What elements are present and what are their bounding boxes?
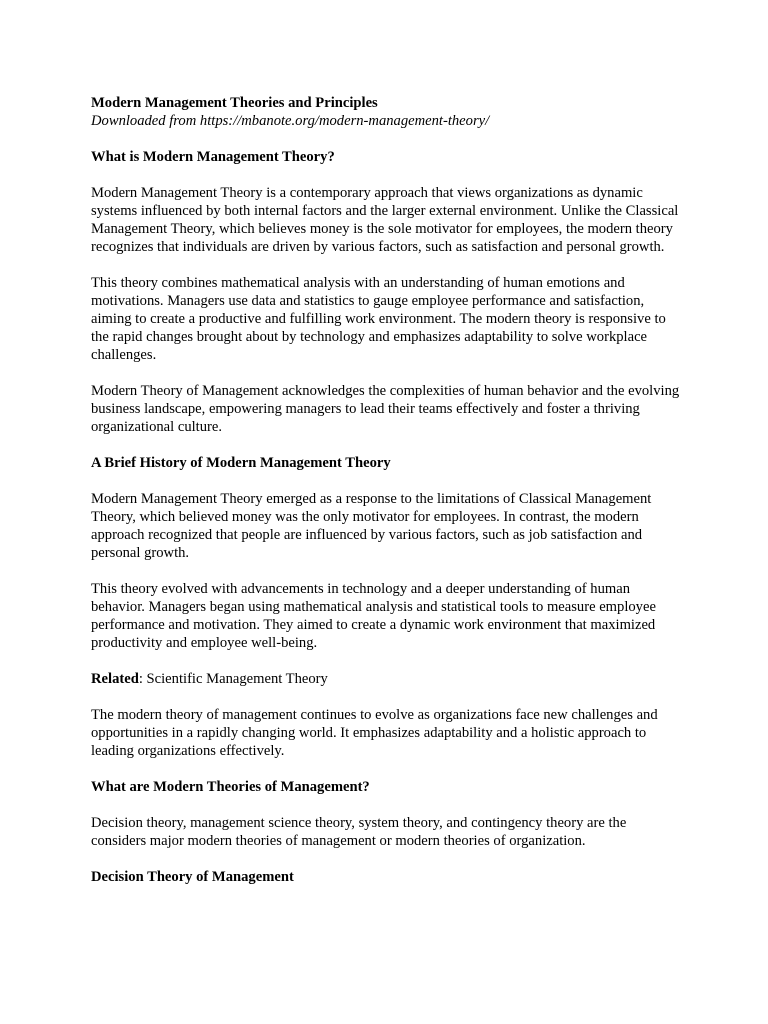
document-page [91,94,683,886]
paragraph: Modern Management Theory emerged as a response to the limitations of Classical Management Theory, which believed money was the only motivator for employees. In contrast, the modern approach recognized that people are influenced by various factors, such as job satisfaction and personal growth. [91,491,652,561]
related-line [91,670,683,688]
section-heading: What are Modern Theories of Management? [91,779,370,795]
paragraph: Decision theory, management science theory, system theory, and contingency theory are the considers major modern theories of management or modern theories of organization. [91,815,627,849]
related-label: Related [91,671,139,687]
paragraph: Modern Management Theory is a contemporary approach that views organizations as dynamic systems influenced by both internal factors and the larger external environment. Unlike the Classical Management Theory, which believes money is the sole motivator for employees, the modern theory recognizes that individuals are driven by various factors, such as satisfaction and personal growth. [91,185,679,255]
section-heading: What is Modern Management Theory? [91,149,335,165]
paragraph: This theory combines mathematical analysis with an understanding of human emotions and motivations. Managers use data and statistics to gauge employee performance and satisfaction, aiming to create a productive and fulfilling work environment. The modern theory is responsive to the rapid changes brought about by technology and emphasizes adaptability to solve workplace challenges. [91,275,666,363]
related-separator: : [138,671,143,687]
related-link-text: Scientific Management Theory [142,671,328,687]
document-title: Modern Management Theories and Principles [91,95,378,111]
source-line: Downloaded from https://mbanote.org/modern-management-theory/ [91,113,490,129]
paragraph: The modern theory of management continues to evolve as organizations face new challenges and opportunities in a rapidly changing world. It emphasizes adaptability and a holistic approach to leading organizations effectively. [91,707,658,759]
section-heading: A Brief History of Modern Management Theory [91,455,391,471]
section-heading: Decision Theory of Management [91,869,294,885]
paragraph: Modern Theory of Management acknowledges the complexities of human behavior and the evolving business landscape, empowering managers to lead their teams effectively and foster a thriving organizational culture. [91,383,680,435]
paragraph: This theory evolved with advancements in technology and a deeper understanding of human behavior. Managers began using mathematical analysis and statistical tools to measure employee performance and motivation. They aimed to create a dynamic work environment that maximized productivity and employee well-being. [91,581,656,651]
